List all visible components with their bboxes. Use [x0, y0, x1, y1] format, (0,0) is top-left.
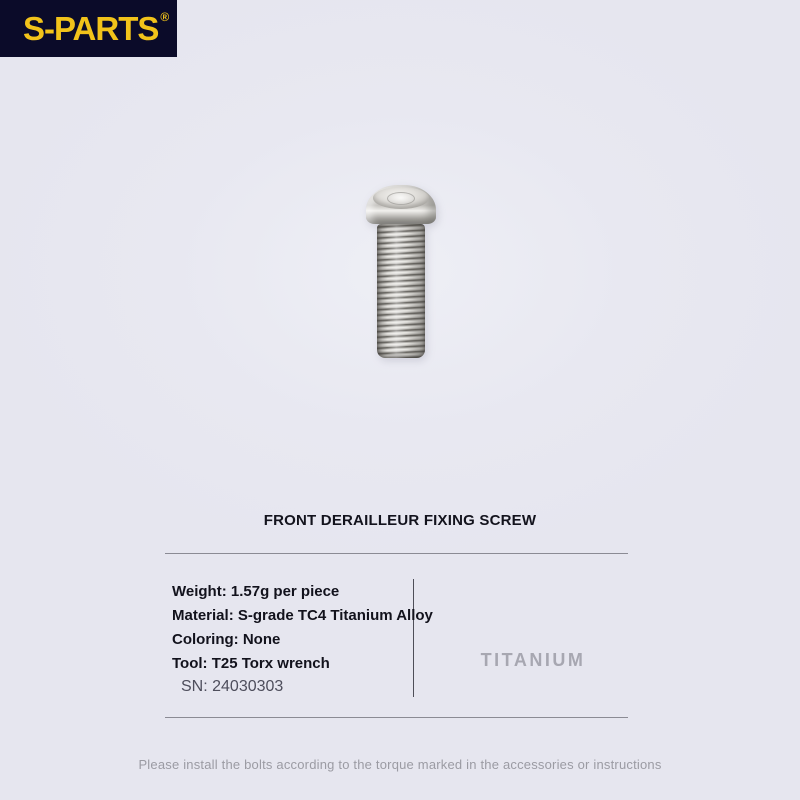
spec-panel-top-rule — [165, 553, 628, 554]
brand-logo — [0, 0, 177, 57]
install-note: Please install the bolts according to the torque marked in the accessories or instructions — [138, 757, 662, 772]
spec-list — [172, 579, 433, 699]
spec-panel-bottom-rule — [165, 717, 628, 718]
screw-threaded-shaft — [377, 224, 425, 358]
titanium-screw-photo — [366, 185, 436, 360]
screw-head — [366, 185, 436, 224]
titanium-watermark: TITANIUM — [480, 650, 586, 670]
spec-weight: Weight: 1.57g per piece — [172, 582, 340, 600]
spec-tool: Tool: T25 Torx wrench — [172, 654, 330, 672]
spec-serial-number: SN: 24030303 — [181, 678, 284, 695]
spec-coloring: Coloring: None — [172, 630, 281, 648]
brand-logo-text: S-PARTS — [23, 10, 159, 47]
screw-head-top-face — [373, 187, 429, 209]
spec-material: Material: S-grade TC4 Titanium Alloy — [172, 606, 433, 624]
product-title: FRONT DERAILLEUR FIXING SCREW — [263, 512, 537, 529]
registered-trademark-icon: ® — [160, 9, 170, 24]
